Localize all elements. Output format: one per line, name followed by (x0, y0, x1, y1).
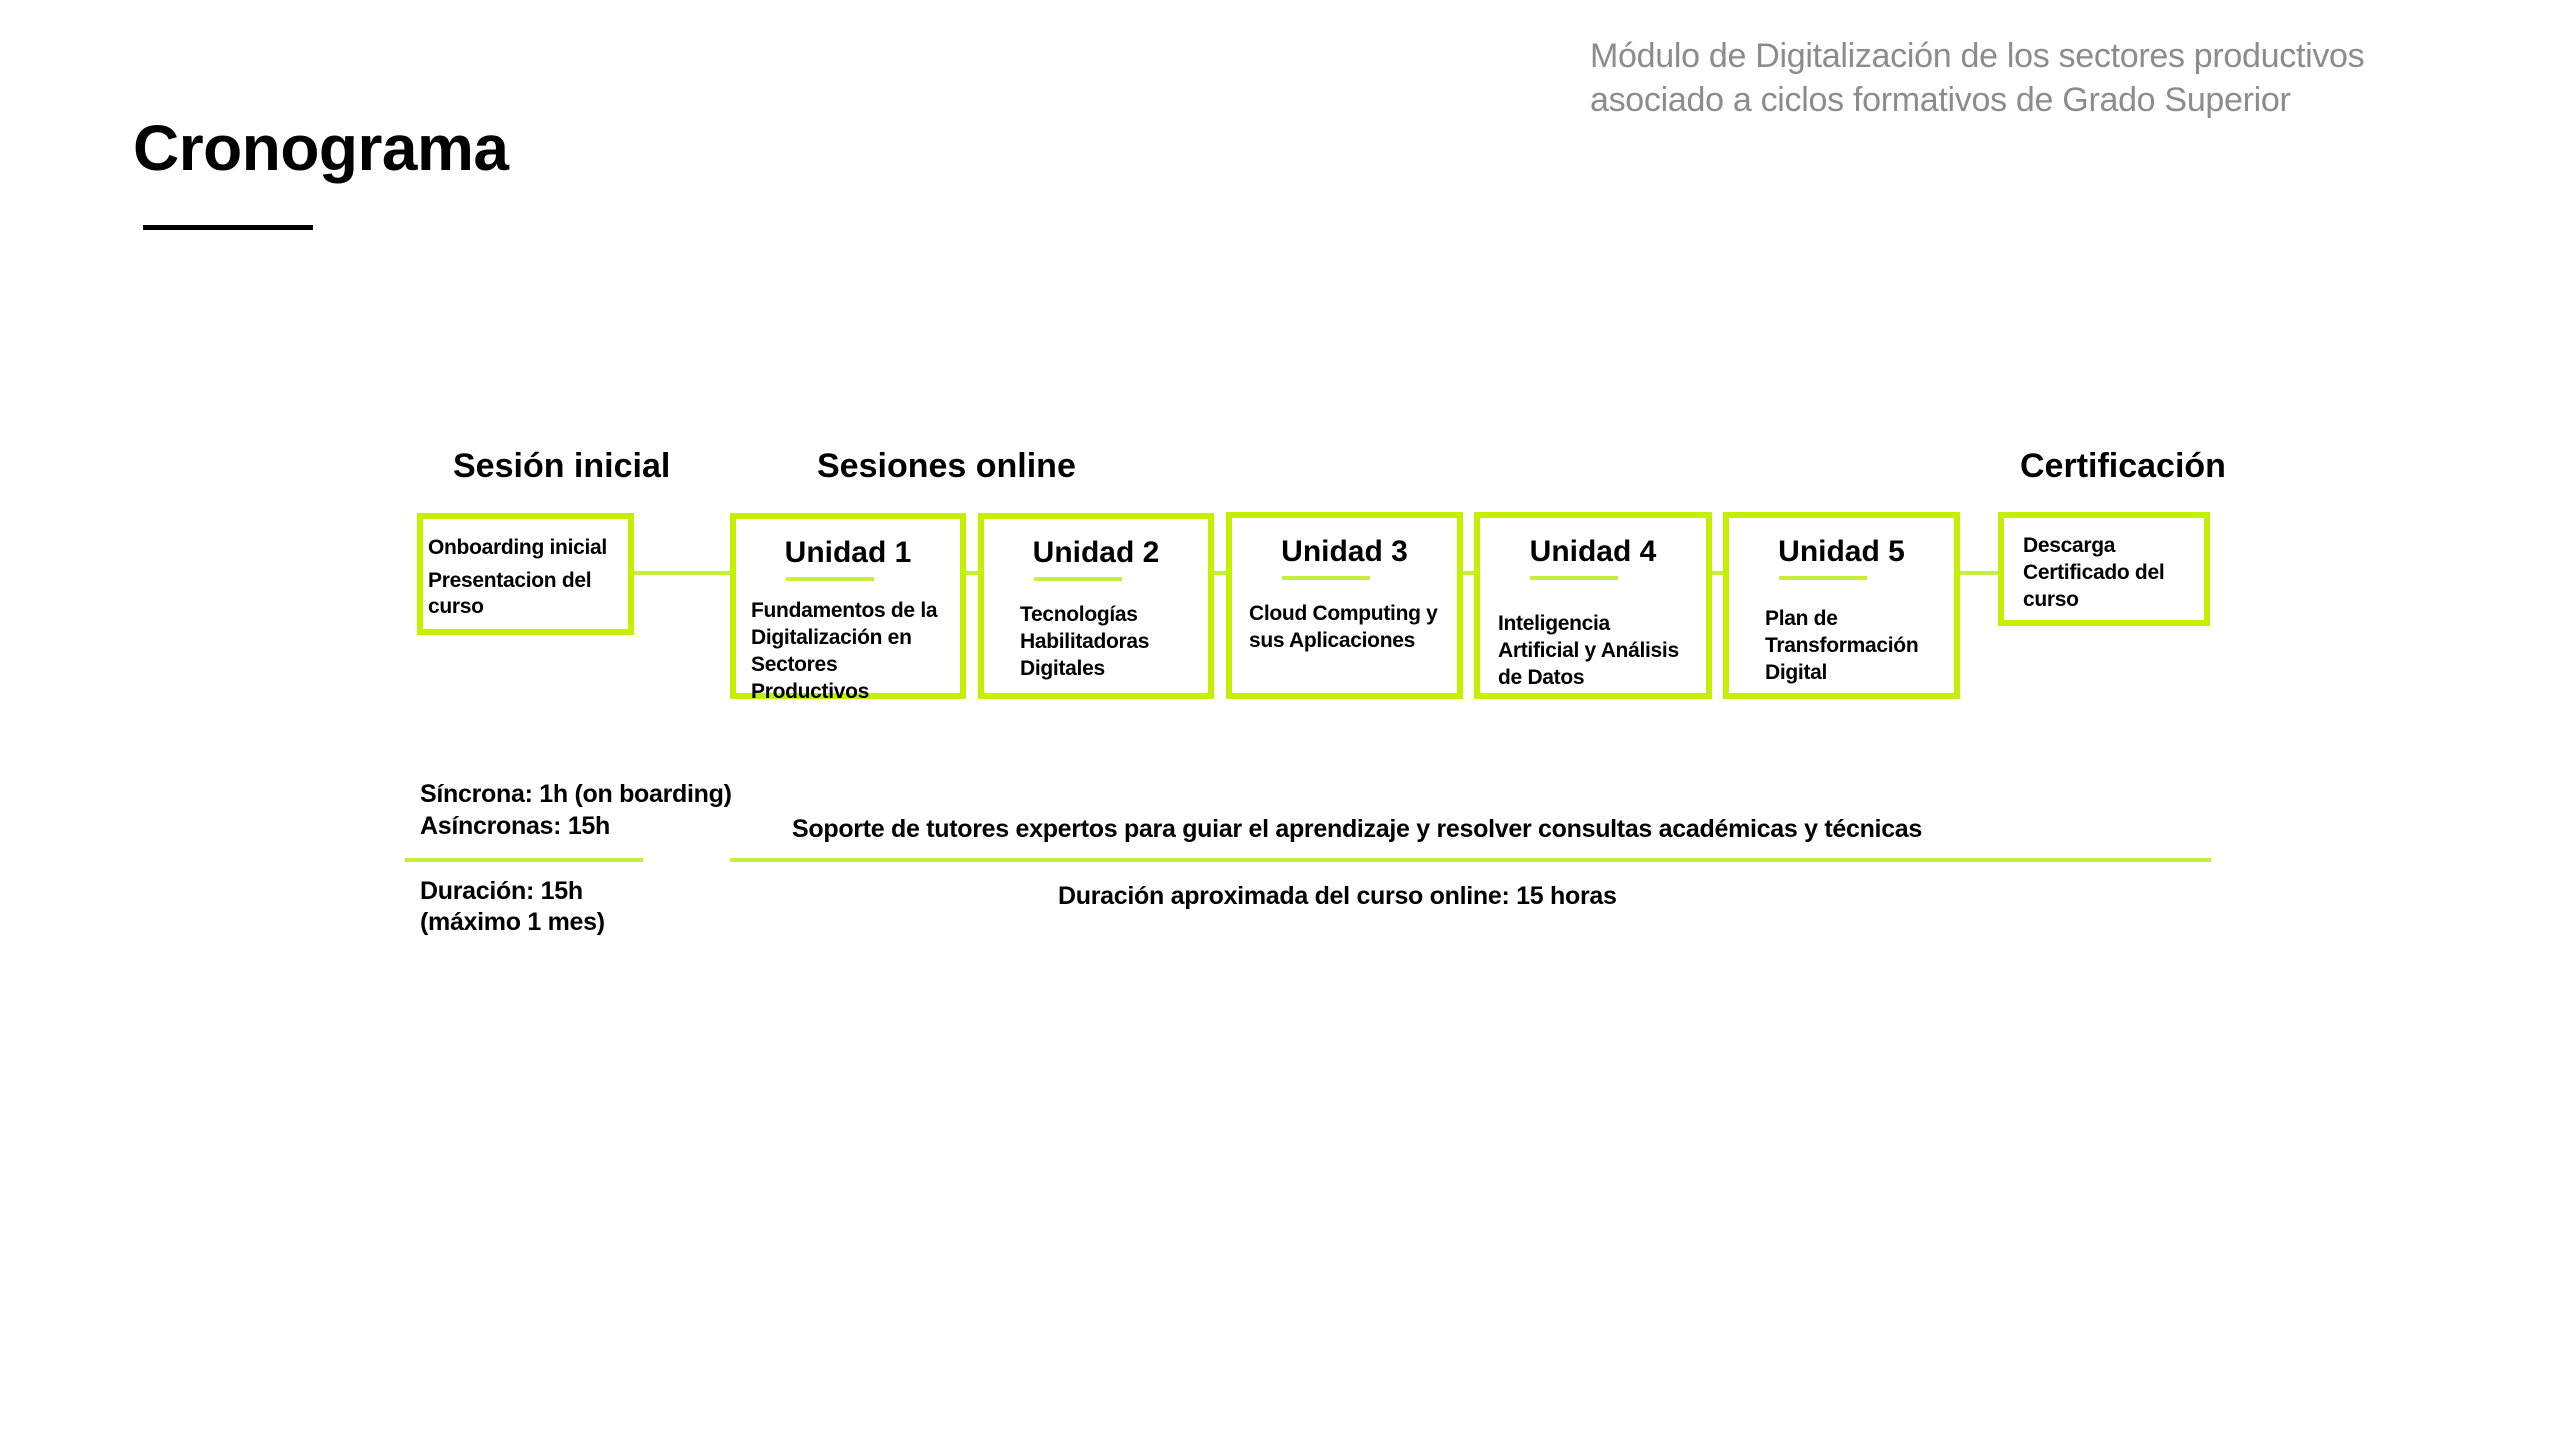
unit-1-underline (786, 577, 874, 581)
heading-certification: Certificación (2020, 447, 2226, 485)
unit-2-line-2: Habilitadoras (1020, 630, 1150, 653)
subtitle-line-1: Módulo de Digitalización de los sectores productivos (1590, 37, 2365, 75)
initial-box-line-2: Presentacion del (428, 569, 592, 592)
sync-hours: Síncrona: 1h (on boarding) (420, 780, 732, 808)
unit-3-underline (1282, 576, 1370, 580)
unit-3-box (1226, 512, 1463, 699)
unit-5-line-2: Transformación (1765, 634, 1919, 657)
online-duration: Duración aproximada del curso online: 15 horas (1058, 882, 1617, 910)
unit-5-underline (1779, 576, 1867, 580)
initial-box-line-1: Onboarding inicial (428, 536, 607, 559)
unit-5-box (1723, 512, 1960, 699)
unit-3-description (1249, 600, 1438, 654)
subtitle-line-2: asociado a ciclos formativos de Grado Superior (1590, 81, 2291, 119)
certificate-line-2: Certificado del (2023, 561, 2165, 584)
unit-2-title: Unidad 2 (1032, 536, 1160, 569)
unit-1-title: Unidad 1 (784, 536, 912, 569)
unit-2-underline (1034, 577, 1122, 581)
connector-initial-unit1 (632, 571, 732, 575)
page-title: Cronograma (133, 112, 509, 184)
unit-1-line-3: Sectores (751, 653, 838, 676)
unit-1-line-1: Fundamentos de la (751, 599, 938, 622)
unit-1-description (751, 597, 937, 705)
unit-2-box (978, 513, 1214, 699)
unit-4-box (1474, 512, 1712, 699)
certificate-line-1: Descarga (2023, 534, 2116, 557)
unit-2-line-1: Tecnologías (1020, 603, 1138, 626)
unit-3-line-2: sus Aplicaciones (1249, 629, 1415, 652)
unit-4-line-1: Inteligencia (1498, 612, 1610, 635)
heading-initial-session: Sesión inicial (453, 447, 671, 485)
unit-5-line-1: Plan de (1765, 607, 1838, 630)
heading-online-sessions: Sesiones online (817, 447, 1076, 485)
initial-duration-max: (máximo 1 mes) (420, 908, 605, 936)
tutor-support-text: Soporte de tutores expertos para guiar el aprendizaje y resolver consultas académicas y técnicas (792, 815, 1923, 843)
unit-4-title: Unidad 4 (1529, 535, 1657, 568)
initial-box-line-3: curso (428, 595, 484, 618)
initial-info-divider (405, 858, 643, 862)
title-underline (143, 225, 313, 230)
certificate-description (2023, 532, 2164, 613)
module-subtitle (1590, 34, 2490, 122)
unit-4-line-2: Artificial y Análisis (1498, 639, 1679, 662)
certificate-line-3: curso (2023, 588, 2079, 611)
online-info-divider (730, 858, 2211, 862)
certificate-box (1998, 512, 2210, 626)
connector-unit5-certificate (1958, 571, 2000, 575)
unit-1-line-2: Digitalización en (751, 626, 912, 649)
unit-4-description (1498, 610, 1679, 691)
unit-1-box (730, 513, 966, 703)
unit-2-description (1020, 601, 1149, 682)
unit-4-underline (1530, 576, 1618, 580)
initial-session-box (417, 513, 634, 635)
unit-1-line-4: Productivos (751, 680, 870, 703)
unit-2-line-3: Digitales (1020, 657, 1105, 680)
unit-5-title: Unidad 5 (1778, 535, 1905, 568)
initial-duration: Duración: 15h (420, 877, 583, 905)
unit-3-line-1: Cloud Computing y (1249, 602, 1438, 625)
unit-5-line-3: Digital (1765, 661, 1828, 684)
unit-5-description (1765, 605, 1918, 686)
async-hours: Asíncronas: 15h (420, 812, 611, 840)
unit-3-title: Unidad 3 (1281, 535, 1408, 568)
unit-4-line-3: de Datos (1498, 666, 1585, 689)
